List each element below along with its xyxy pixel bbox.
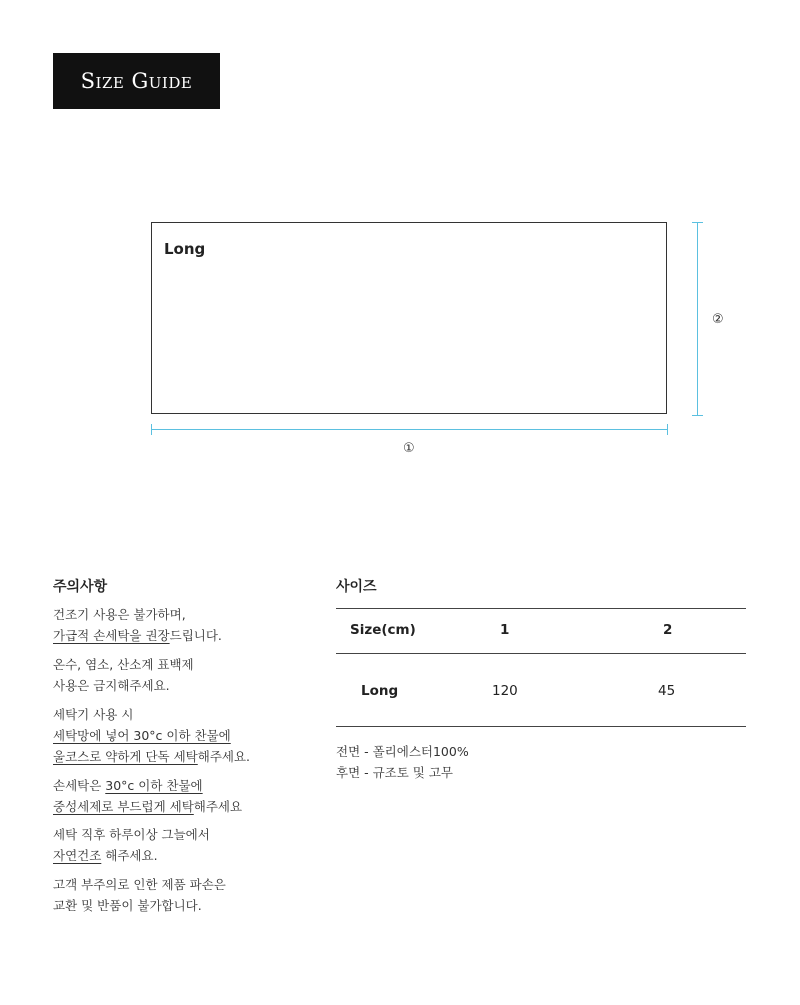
care-item: 손세탁은 30°c 이하 찬물에 중성세제로 부드럽게 세탁해주세요: [53, 778, 243, 814]
width-dimension-cap-right: [667, 424, 668, 435]
table-header-col-1: 1: [500, 622, 510, 638]
table-bottom-border: [336, 726, 746, 727]
product-outline: [151, 222, 667, 414]
height-dimension-cap-bottom: [692, 415, 703, 416]
care-item: 건조기 사용은 불가하며, 가급적 손세탁을 권장드립니다.: [53, 607, 222, 643]
table-header-col-2: 2: [663, 622, 673, 638]
height-dimension-cap-top: [692, 222, 703, 223]
care-item: 세탁 직후 하루이상 그늘에서 자연건조 해주세요.: [53, 827, 210, 863]
table-cell-2: 45: [658, 683, 676, 699]
width-dimension-line: [151, 429, 668, 430]
table-top-border: [336, 608, 746, 609]
width-dimension-cap-left: [151, 424, 152, 435]
care-item: 온수, 염소, 산소계 표백제 사용은 금지해주세요.: [53, 657, 194, 693]
material-front: 전면 - 폴리에스터100%: [336, 744, 469, 759]
care-item: 세탁기 사용 시 세탁망에 넣어 30°c 이하 찬물에 울코스로 약하게 단독 세탁해주세요.: [53, 707, 251, 764]
material-back: 후면 - 규조토 및 고무: [336, 765, 454, 780]
care-item: 고객 부주의로 인한 제품 파손은 교환 및 반품이 불가합니다.: [53, 877, 226, 913]
table-cell-1: 120: [492, 683, 518, 699]
product-label: Long: [164, 240, 206, 258]
width-dimension-label: ①: [403, 441, 415, 456]
care-heading: 주의사항: [53, 579, 108, 595]
height-dimension-line: [697, 222, 698, 416]
table-header-border: [336, 653, 746, 654]
height-dimension-label: ②: [712, 312, 724, 327]
table-header-size: Size(cm): [350, 622, 416, 638]
page-title: Size Guide: [53, 53, 220, 109]
table-row-label: Long: [361, 683, 399, 699]
size-heading: 사이즈: [336, 579, 377, 595]
